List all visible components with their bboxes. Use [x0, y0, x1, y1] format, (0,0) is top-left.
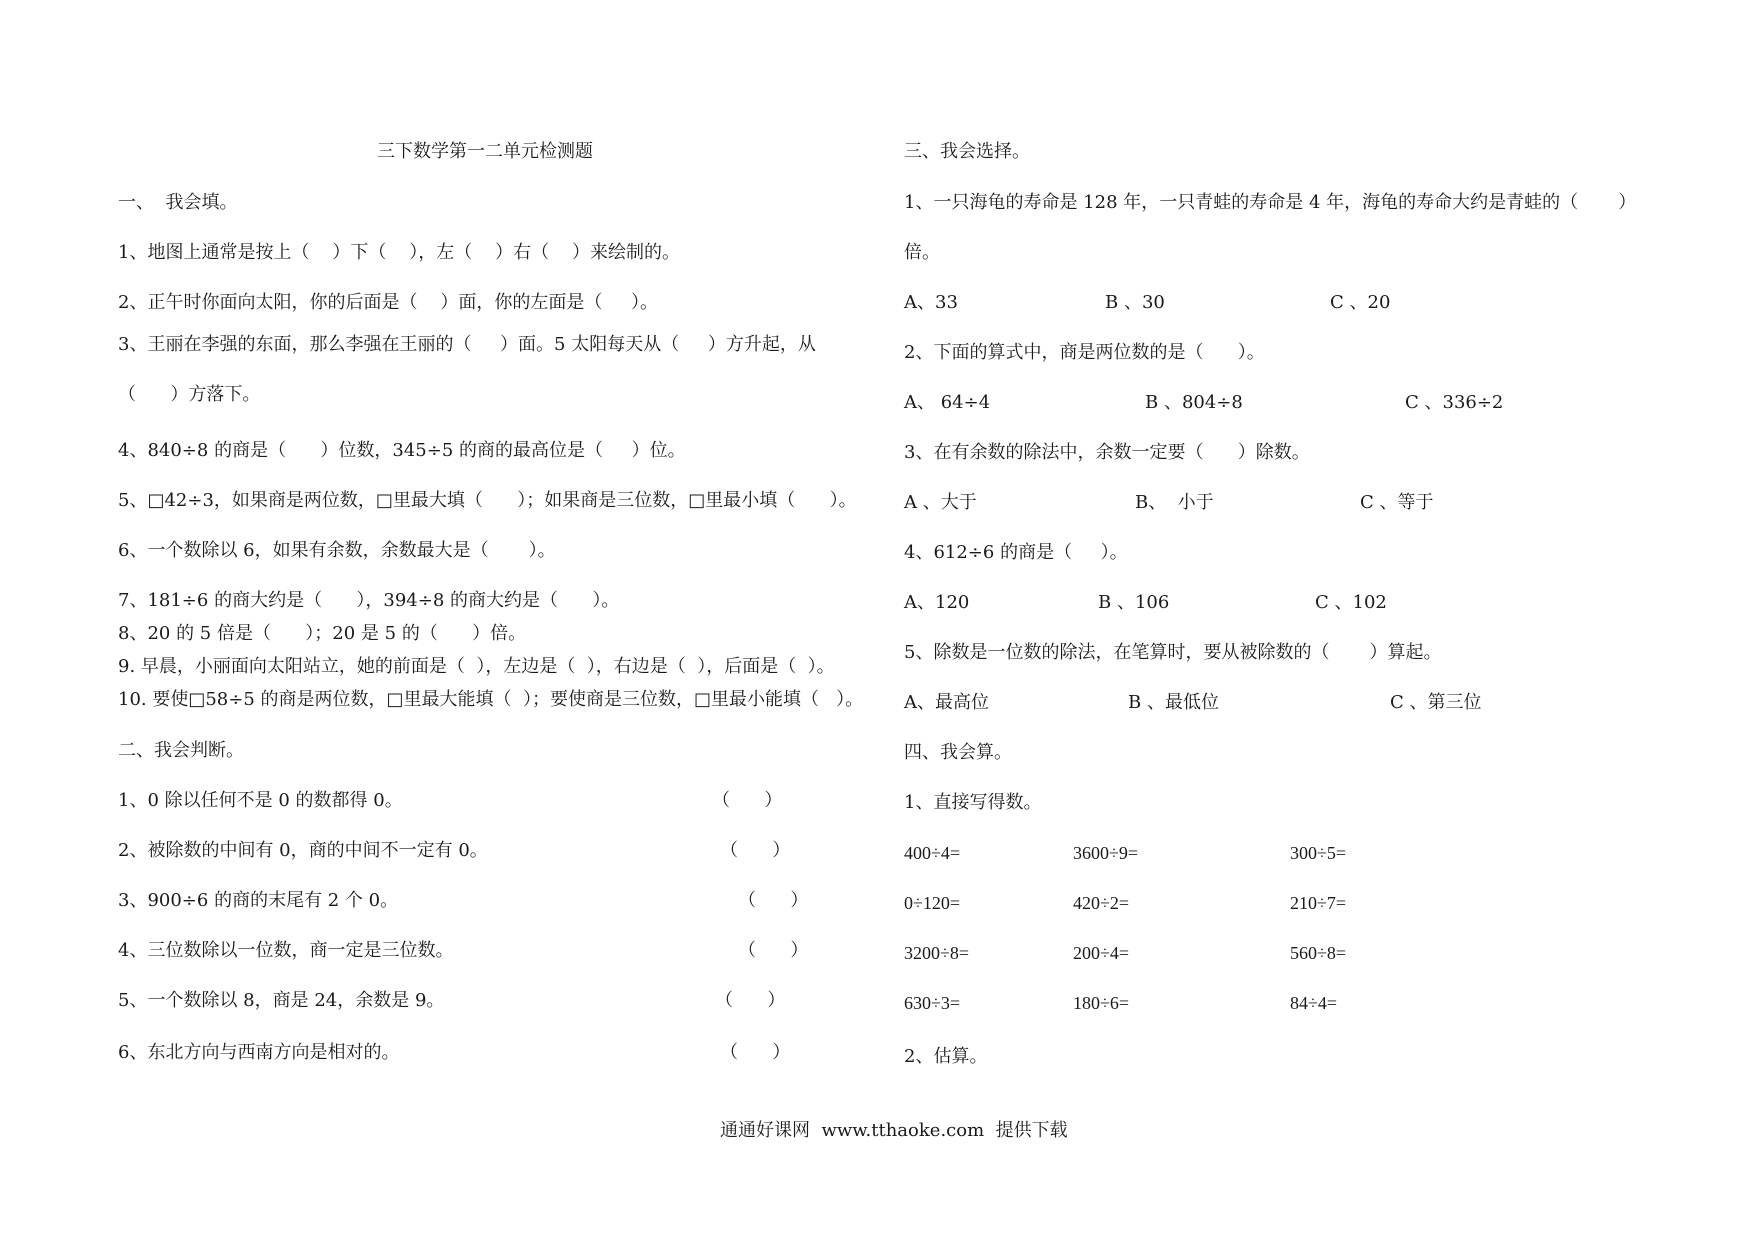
choice-option[interactable]: C 、等于 [1360, 492, 1434, 513]
choice-option[interactable]: C 、102 [1315, 592, 1387, 613]
choice-option[interactable]: C 、336÷2 [1405, 392, 1504, 413]
judge-bracket[interactable]: （ ） [738, 890, 809, 911]
judge-item: 5、一个数除以 8，商是 24，余数是 9。 [118, 990, 445, 1011]
choice-option[interactable]: A、最高位 [904, 692, 989, 713]
fill-question-1: 1、地图上通常是按上（ ）下（ ），左（ ）右（ ）来绘制的。 [118, 242, 680, 263]
calc-item: 560÷8= [1290, 943, 1347, 963]
judge-item: 2、被除数的中间有 0，商的中间不一定有 0。 [118, 840, 488, 861]
choice-option[interactable]: C 、20 [1330, 292, 1391, 313]
fill-question-5: 5、□42÷3，如果商是两位数，□里最大填（ ）；如果商是三位数，□里最小填（ ）。 [118, 490, 857, 511]
section-2-header: 二、我会判断。 [118, 740, 244, 761]
footer-credit: 通通好课网 www.tthaoke.com 提供下载 [720, 1120, 1068, 1141]
page-title: 三下数学第一二单元检测题 [377, 141, 593, 162]
choice-option[interactable]: A、33 [904, 292, 958, 313]
calc-item: 400÷4= [904, 843, 961, 863]
calc-item: 420÷2= [1073, 893, 1130, 913]
choice-option[interactable]: A 、大于 [904, 492, 977, 513]
judge-bracket[interactable]: （ ） [715, 990, 786, 1011]
choice-option[interactable]: B 、30 [1105, 292, 1165, 313]
calc-1-header: 1、直接写得数。 [904, 792, 1042, 813]
judge-item: 6、东北方向与西南方向是相对的。 [118, 1042, 400, 1063]
fill-question-7: 7、181÷6 的商大约是（ ），394÷8 的商大约是（ ）。 [118, 590, 620, 611]
calc-2-header: 2、估算。 [904, 1046, 988, 1067]
calc-item: 210÷7= [1290, 893, 1347, 913]
section-3-header: 三、我会选择。 [904, 141, 1030, 162]
calc-item: 84÷4= [1290, 993, 1338, 1013]
choice-question-2: 2、下面的算式中，商是两位数的是（ ）。 [904, 342, 1265, 363]
fill-question-9: 9. 早晨，小丽面向太阳站立，她的前面是（ ），左边是（ ），右边是（ ），后面是（ ）。 [118, 656, 835, 677]
calc-item: 630÷3= [904, 993, 961, 1013]
calc-item: 3200÷8= [904, 943, 970, 963]
choice-option[interactable]: A、 64÷4 [904, 392, 991, 413]
fill-question-2: 2、正午时你面向太阳，你的后面是（ ）面，你的左面是（ ）。 [118, 292, 658, 313]
judge-bracket[interactable]: （ ） [712, 790, 783, 811]
fill-question-8: 8、20 的 5 倍是（ ）；20 是 5 的（ ）倍。 [118, 623, 527, 644]
choice-option[interactable]: C 、第三位 [1390, 692, 1482, 713]
choice-question-1-line-2: 倍。 [904, 242, 940, 263]
calc-item: 300÷5= [1290, 843, 1347, 863]
choice-option[interactable]: B 、106 [1098, 592, 1170, 613]
judge-bracket[interactable]: （ ） [720, 840, 791, 861]
choice-option[interactable]: B 、804÷8 [1145, 392, 1243, 413]
calc-item: 200÷4= [1073, 943, 1130, 963]
fill-question-6: 6、一个数除以 6，如果有余数，余数最大是（ ）。 [118, 540, 556, 561]
choice-option[interactable]: A、120 [904, 592, 970, 613]
calc-item: 180÷6= [1073, 993, 1130, 1013]
calc-item: 0÷120= [904, 893, 961, 913]
choice-question-4: 4、612÷6 的商是（ ）。 [904, 542, 1128, 563]
judge-item: 1、0 除以任何不是 0 的数都得 0。 [118, 790, 403, 811]
choice-option[interactable]: B 、最低位 [1128, 692, 1219, 713]
choice-question-3: 3、在有余数的除法中，余数一定要（ ）除数。 [904, 442, 1310, 463]
calc-item: 3600÷9= [1073, 843, 1139, 863]
judge-item: 4、三位数除以一位数，商一定是三位数。 [118, 940, 454, 961]
fill-question-3-line-2: （ ）方落下。 [118, 384, 261, 405]
fill-question-3-line-1: 3、王丽在李强的东面，那么李强在王丽的（ ）面。5 太阳每天从（ ）方升起，从 [118, 334, 816, 355]
judge-bracket[interactable]: （ ） [720, 1042, 791, 1063]
choice-question-5: 5、除数是一位数的除法，在笔算时，要从被除数的（ ）算起。 [904, 642, 1442, 663]
fill-question-4: 4、840÷8 的商是（ ）位数，345÷5 的商的最高位是（ ）位。 [118, 440, 686, 461]
fill-question-10: 10. 要使□58÷5 的商是两位数，□里最大能填（ ）；要使商是三位数，□里最小能填（ ）。 [118, 689, 864, 710]
choice-question-1-line-1: 1、一只海龟的寿命是 128 年，一只青蛙的寿命是 4 年，海龟的寿命大约是青蛙的（ ） [904, 192, 1637, 213]
choice-option[interactable]: B、 小于 [1135, 492, 1214, 513]
judge-item: 3、900÷6 的商的末尾有 2 个 0。 [118, 890, 399, 911]
section-1-header: 一、 我会填。 [118, 192, 238, 213]
section-4-header: 四、我会算。 [904, 742, 1012, 763]
judge-bracket[interactable]: （ ） [738, 940, 809, 961]
